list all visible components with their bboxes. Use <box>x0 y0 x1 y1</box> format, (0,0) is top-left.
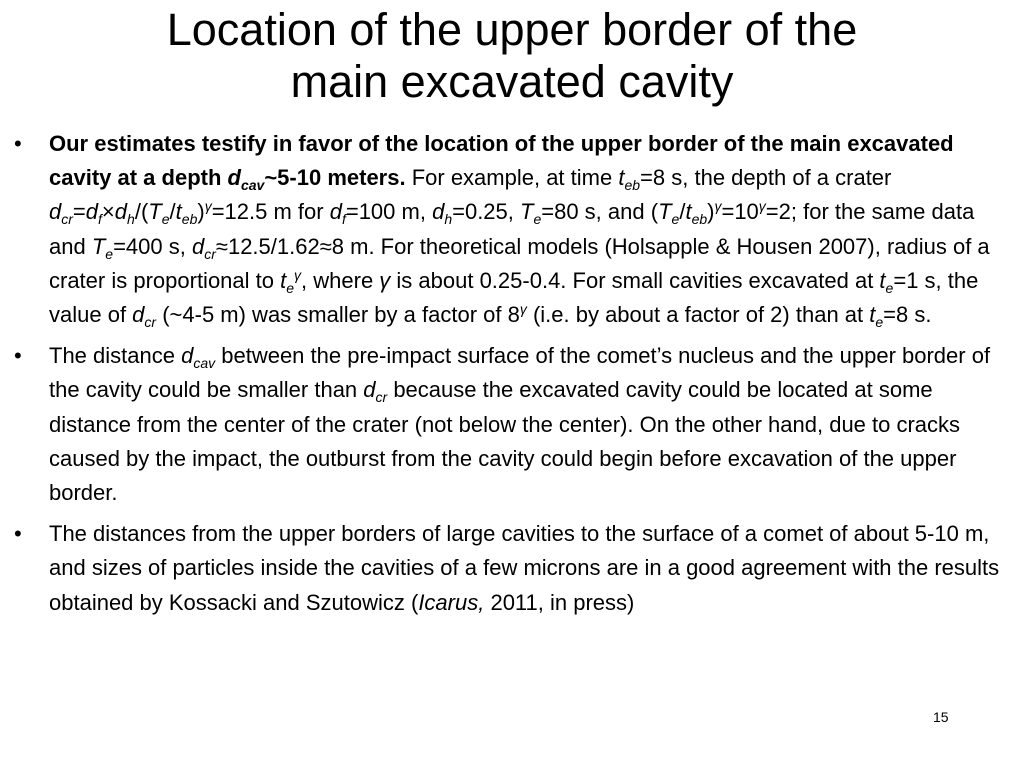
italic-symbol: d <box>191 233 205 259</box>
superscript <box>714 198 721 214</box>
italic-symbol: e <box>161 211 170 228</box>
text-run: × <box>101 199 115 225</box>
italic-symbol: cav <box>240 177 265 194</box>
subscript <box>875 314 883 330</box>
text-run: =400 s, <box>113 233 192 259</box>
text-run: For example, at time <box>405 165 619 191</box>
italic-symbol: d <box>181 343 194 369</box>
text-run: ≈12.5/1.62≈8 m. For theoretical models (Holsapple & Housen 2007), radius of a crater is proportional to <box>49 233 990 293</box>
subscript <box>105 246 113 262</box>
italic-symbol: cr <box>375 389 388 406</box>
italic-symbol: h <box>127 211 135 228</box>
italic-symbol: eb <box>624 177 641 194</box>
text-run: (~4-5 m) was smaller by a factor of 8 <box>156 302 520 328</box>
text-run: ~5-10 meters. <box>264 165 406 191</box>
bullet-item-cavity-distance <box>14 339 1014 510</box>
text-run: ) <box>707 199 715 225</box>
page-number: 15 <box>933 709 949 725</box>
bullet-list <box>14 127 1014 627</box>
italic-symbol: γ <box>758 198 766 215</box>
italic-symbol: cr <box>61 211 73 228</box>
subscript <box>182 211 198 227</box>
italic-symbol: d <box>85 199 99 225</box>
italic-symbol: cr <box>144 314 157 331</box>
subscript <box>533 211 541 227</box>
italic-symbol: cav <box>193 355 216 372</box>
italic-symbol: e <box>671 211 680 228</box>
italic-symbol: f <box>98 211 102 228</box>
subscript <box>886 280 894 296</box>
bullet-item-agreement <box>14 517 1014 620</box>
italic-symbol: e <box>286 279 295 296</box>
subscript <box>61 211 73 227</box>
italic-symbol: d <box>363 377 376 403</box>
italic-symbol: d <box>432 199 445 225</box>
text-run: =10 <box>721 199 759 225</box>
italic-symbol: d <box>114 199 128 225</box>
italic-symbol: f <box>341 211 346 228</box>
text-run: =8 s. <box>883 302 932 328</box>
subscript <box>624 177 640 193</box>
title-line-2: main excavated cavity <box>290 56 734 107</box>
italic-symbol: γ <box>519 301 527 318</box>
italic-symbol: t <box>618 165 625 191</box>
title-line-1: Location of the upper border of the <box>166 4 858 55</box>
subscript <box>144 314 156 330</box>
text-run: / <box>679 199 686 225</box>
italic-symbol: t <box>869 302 876 328</box>
text-run: =100 m, <box>345 199 433 225</box>
text-run: between the pre-impact surface of the comet’s nucleus and the upper border of the cavity could be smaller than <box>49 343 991 403</box>
text-run: ) <box>197 199 205 225</box>
text-run: 2011, in press) <box>484 589 635 615</box>
italic-symbol: e <box>885 279 894 296</box>
text-run: , where <box>301 267 380 293</box>
italic-symbol: t <box>685 199 692 225</box>
text-run: is about 0.25-0.4. For small cavities excavated at <box>390 267 880 293</box>
italic-symbol: T <box>148 199 162 225</box>
subscript <box>98 211 102 227</box>
italic-symbol: T <box>91 233 106 259</box>
text-run: Our estimates testify in favor of the location of the upper border of the main excavated cavity at a depth <box>49 131 954 191</box>
italic-symbol: cr <box>204 245 216 262</box>
subscript <box>342 211 346 227</box>
superscript <box>520 301 527 317</box>
subscript <box>127 211 135 227</box>
italic-symbol: d <box>49 199 62 225</box>
text-run: The distances from the upper borders of large cavities to the surface of a comet of about 5-10 m, and sizes of particles inside the cavities of a few microns are in a good agreement with the results obtained by Kossacki and Szutowicz ( <box>49 521 1000 615</box>
italic-symbol: e <box>105 245 114 262</box>
italic-symbol: t <box>280 267 287 293</box>
subscript <box>286 280 294 296</box>
text-run: /( <box>134 199 149 225</box>
subscript <box>241 177 264 193</box>
italic-symbol: eb <box>181 211 198 228</box>
journal-name: Icarus, <box>418 589 485 615</box>
italic-symbol: γ <box>379 267 391 293</box>
italic-symbol: d <box>227 165 241 191</box>
bullet-marker: • <box>14 521 22 547</box>
text-run: =8 s, the depth of a crater <box>640 165 892 191</box>
italic-symbol: e <box>875 314 884 331</box>
superscript <box>294 267 301 283</box>
text-run: =80 s, and ( <box>541 199 659 225</box>
bullet-marker: • <box>14 131 22 156</box>
subscript <box>204 246 216 262</box>
italic-symbol: γ <box>204 198 212 215</box>
italic-symbol: eb <box>691 211 708 228</box>
bullet-item-crater-depth <box>14 127 1014 332</box>
slide-title <box>0 4 1024 108</box>
text-run: =2; for the same data and <box>49 199 975 259</box>
italic-symbol: t <box>879 267 886 293</box>
subscript <box>162 211 170 227</box>
italic-symbol: γ <box>294 266 302 283</box>
subscript <box>376 389 388 405</box>
text-run: / <box>169 199 176 225</box>
italic-symbol: d <box>329 199 342 225</box>
italic-symbol: T <box>520 199 534 225</box>
italic-symbol: h <box>444 211 453 228</box>
text-run: because the excavated cavity could be located at some distance from the center of the crater (not below the center). On the other hand, due to cracks caused by the impact, the outburst from the cavity could begin before excavation of the upper border. <box>49 377 961 506</box>
subscript <box>692 211 708 227</box>
superscript <box>759 198 766 214</box>
text-run: =12.5 m for <box>211 199 330 225</box>
italic-symbol: e <box>533 211 542 228</box>
subscript <box>672 211 680 227</box>
text-run: The distance <box>49 343 182 369</box>
subscript <box>444 211 452 227</box>
italic-symbol: t <box>175 199 182 225</box>
text-run: = <box>72 199 86 225</box>
text-run: =1 s, the value of <box>49 267 979 328</box>
italic-symbol: T <box>658 199 672 225</box>
superscript <box>205 198 212 214</box>
text-run: =0.25, <box>452 199 520 225</box>
bullet-marker: • <box>14 343 22 369</box>
subscript <box>193 355 215 371</box>
italic-symbol: γ <box>714 198 722 215</box>
text-run: (i.e. by about a factor of 2) than at <box>526 302 870 328</box>
italic-symbol: d <box>132 302 145 328</box>
